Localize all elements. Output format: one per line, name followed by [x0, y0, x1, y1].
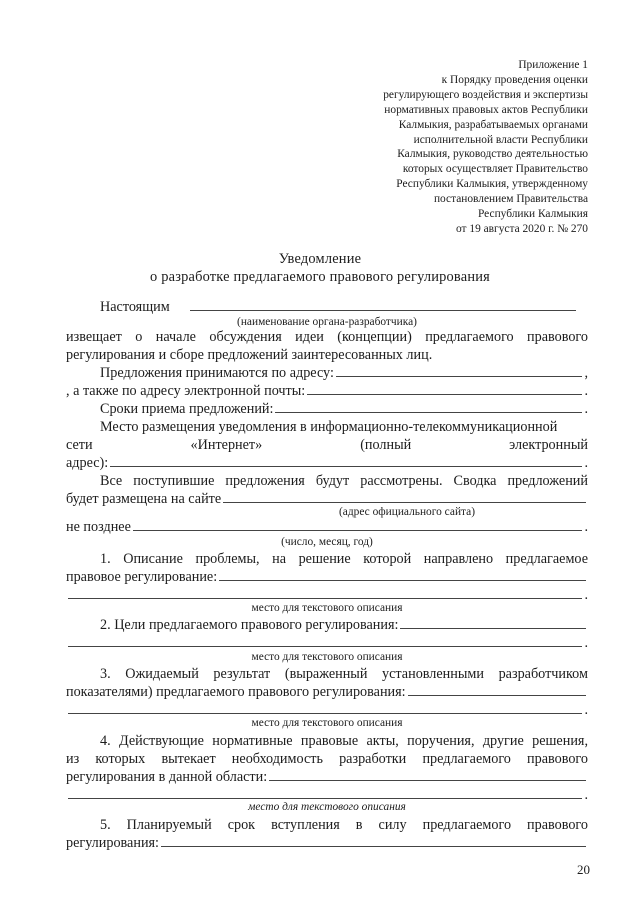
email-field[interactable]: [307, 382, 582, 395]
label-budet: будет размещена на сайте: [66, 491, 222, 507]
section-4-label: регулирования в данной области:: [66, 769, 268, 785]
section-3-line-1: 3. Ожидаемый результат (выраженный установленными разработчиком: [100, 666, 588, 682]
line-address: Предложения принимаются по адресу: ,: [100, 365, 588, 381]
section-2-line-1: [66, 616, 588, 634]
appendix-line: Республики Калмыкия, утвержденному: [396, 178, 588, 191]
section-4-line-3: [66, 768, 588, 786]
section-2-label: 2. Цели предлагаемого правового регулирования:: [100, 617, 399, 633]
appendix-line: Калмыкия, руководство деятельностью: [397, 148, 588, 161]
line-adres: адрес): .: [66, 455, 588, 471]
site-field[interactable]: [223, 490, 586, 503]
section-2-line-2: .: [66, 634, 588, 652]
label-ne-pozdnee: не позднее: [66, 519, 131, 535]
deadline-field[interactable]: [275, 400, 582, 413]
organ-field[interactable]: [190, 298, 576, 311]
section-5-field[interactable]: [161, 834, 586, 847]
section-5-line-2: [66, 834, 588, 852]
appendix-line: нормативных правовых актов Республики: [384, 103, 588, 116]
section-5-line-1: 5. Планируемый срок вступления в силу предлагаемого правового: [100, 817, 588, 833]
web-address-field[interactable]: [110, 454, 582, 467]
caption-text-1: место для текстового описания: [251, 602, 403, 614]
text-vse: Все поступившие предложения будут рассмотрены. Сводка предложений: [100, 473, 588, 489]
text-internet: «Интернет»: [190, 437, 263, 453]
section-4-line-1: 4. Действующие нормативные правовые акты, поручения, другие решения,: [100, 733, 588, 749]
section-3-field[interactable]: [408, 683, 586, 696]
text-regulirovaniya: регулирования и сборе предложений заинтересованных лиц.: [66, 347, 433, 363]
text-polny: (полный: [360, 437, 412, 453]
text-izveshchaet: извещает о начале обсуждения идеи (концепции) предлагаемого правового: [66, 329, 588, 345]
section-3-line-2: [66, 683, 588, 701]
appendix-header: [330, 58, 588, 237]
appendix-line: исполнительной власти Республики: [413, 133, 588, 146]
line-email: , а также по адресу электронной почты: .: [66, 383, 588, 399]
section-3-field-2[interactable]: [68, 701, 582, 714]
label-address: Предложения принимаются по адресу:: [100, 365, 334, 381]
section-2-field-2[interactable]: [68, 634, 582, 647]
caption-text-3: место для текстового описания: [251, 717, 403, 729]
page-number: 20: [577, 862, 590, 877]
line-sroki: Сроки приема предложений: .: [100, 401, 588, 417]
appendix-line: которых осуществляет Правительство: [402, 163, 588, 176]
caption-text-2: место для текстового описания: [251, 651, 403, 663]
label-email: , а также по адресу электронной почты:: [66, 383, 306, 399]
section-1-field-2[interactable]: [68, 586, 582, 599]
text-seti: сети: [66, 437, 93, 453]
section-4-field-2[interactable]: [68, 786, 582, 799]
section-3-label: показателями) предлагаемого правового регулирования:: [66, 684, 406, 700]
line-seti: [66, 436, 588, 454]
section-4-line-4: .: [66, 786, 588, 804]
appendix-line: к Порядку проведения оценки: [441, 73, 588, 86]
appendix-line: Приложение 1: [518, 59, 588, 71]
section-1-field[interactable]: [219, 568, 586, 581]
section-2-field[interactable]: [400, 616, 586, 629]
text-elektronny: электронный: [509, 437, 588, 453]
text-mesto: Место размещения уведомления в информационно-телекоммуникационной: [100, 419, 558, 435]
line-nastoyashchim: [66, 298, 588, 316]
document-subtitle: о разработке предлагаемого правового регулирования: [150, 269, 490, 285]
line-ne-pozdnee: не позднее .: [66, 519, 588, 535]
section-5-label: регулирования:: [66, 835, 160, 851]
appendix-line: Республики Калмыкия: [477, 208, 588, 221]
label-sroki: Сроки приема предложений:: [100, 401, 274, 417]
appendix-line: от 19 августа 2020 г. № 270: [456, 222, 588, 235]
text-nastoyashchim: Настоящим: [100, 299, 170, 315]
address-field[interactable]: [336, 364, 583, 377]
section-1-label: правовое регулирование:: [66, 569, 218, 585]
section-1-line-1: 1. Описание проблемы, на решение которой направлено предлагаемое: [100, 551, 588, 567]
section-4-line-2: из которых вытекает необходимость разработки предлагаемого правового: [66, 751, 588, 767]
appendix-line: регулирующего воздействия и экспертизы: [383, 88, 588, 101]
appendix-line: Калмыкия, разрабатываемых органами: [398, 118, 588, 131]
section-4-field[interactable]: [269, 768, 586, 781]
caption-site: (адрес официального сайта): [338, 506, 475, 518]
appendix-line: постановлением Правительства: [433, 193, 588, 206]
section-1-line-2: [66, 568, 588, 586]
document-title: Уведомление: [278, 251, 362, 267]
section-3-line-3: .: [66, 701, 588, 719]
section-1-line-3: .: [66, 586, 588, 604]
caption-date: (число, месяц, год): [281, 536, 373, 548]
caption-organ: (наименование органа-разработчика): [237, 316, 417, 328]
label-adres: адрес):: [66, 455, 109, 471]
caption-text-4: место для текстового описания: [248, 801, 406, 813]
date-field[interactable]: [133, 518, 583, 531]
